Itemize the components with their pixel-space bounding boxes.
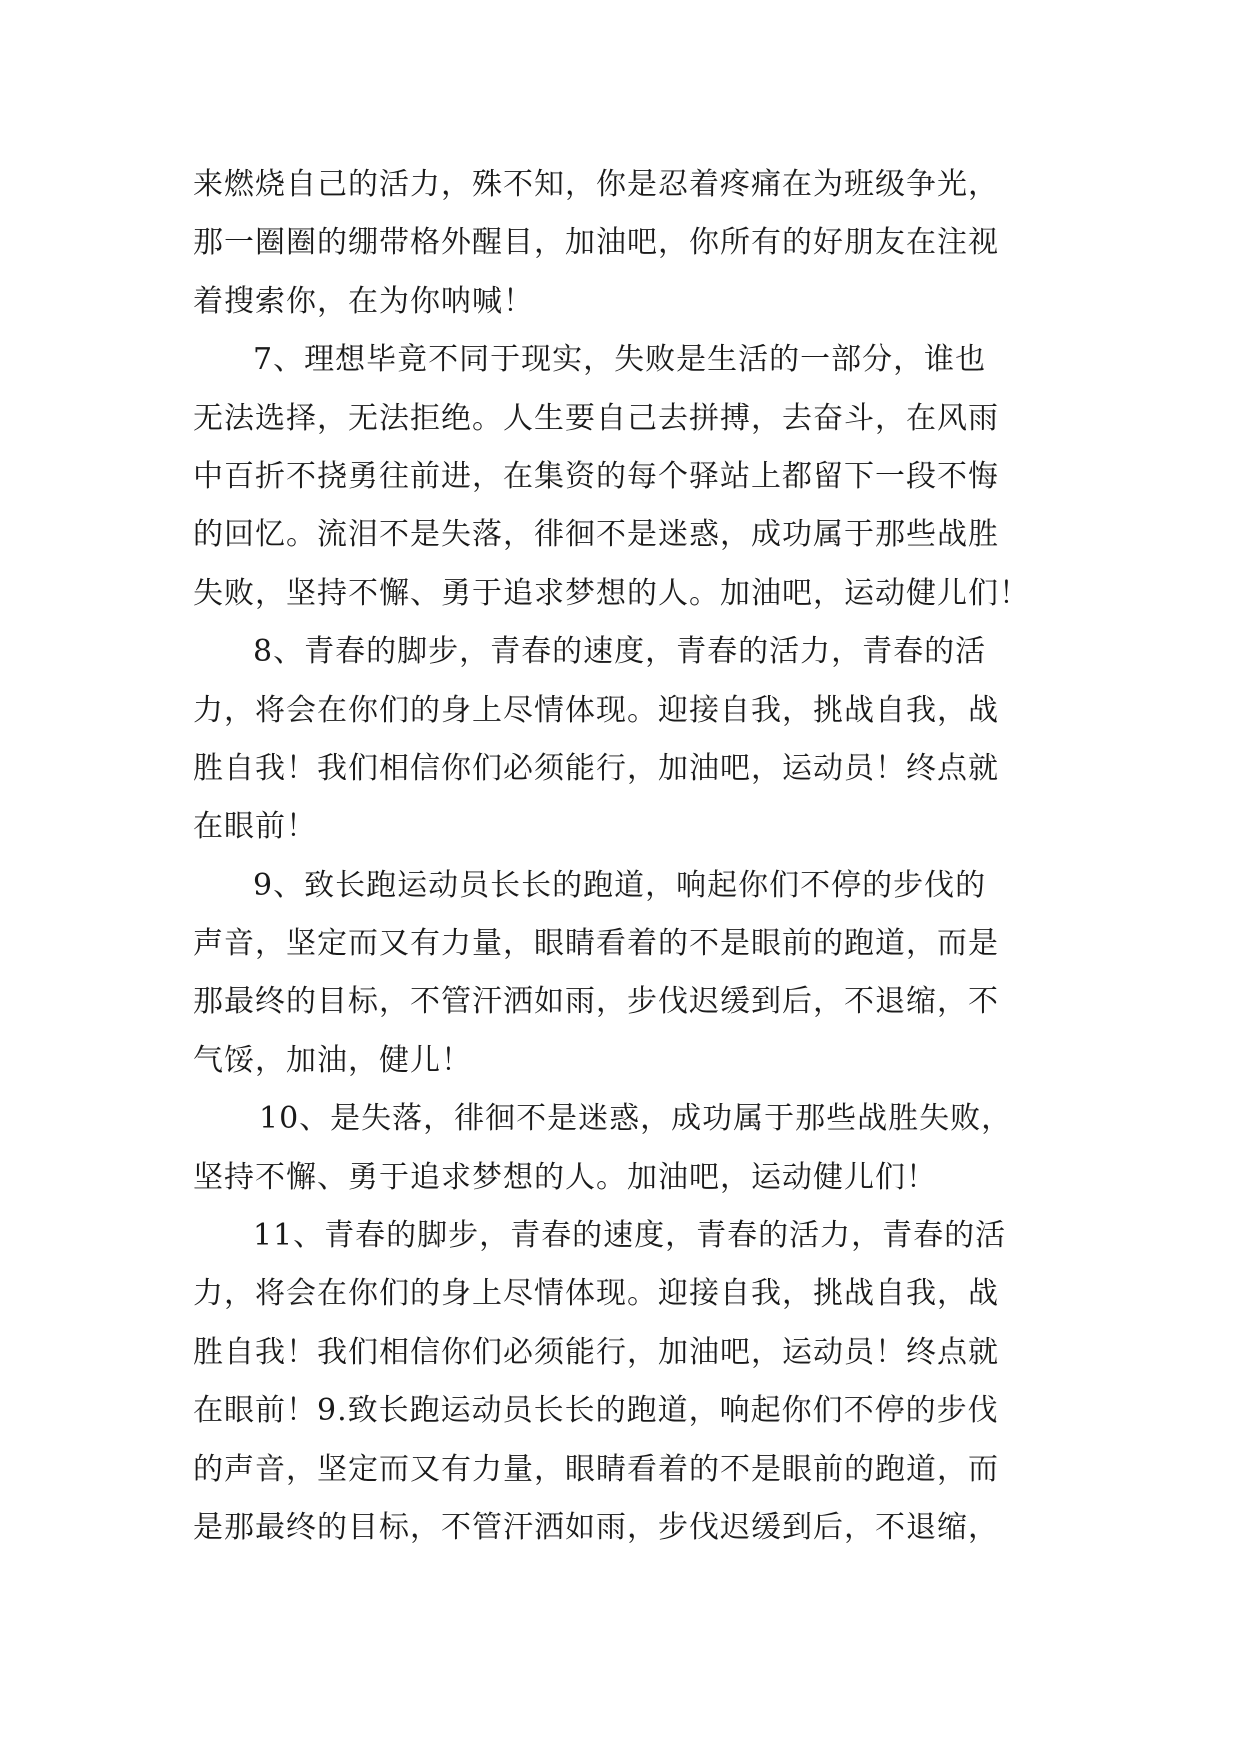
text-line: 9、致长跑运动员长长的跑道，响起你们不停的步伐的 — [253, 867, 987, 903]
text-line: 着搜索你，在为你呐喊！ — [193, 283, 534, 319]
document-body — [193, 156, 1073, 1557]
text-line: 胜自我！我们相信你们必须能行，加油吧，运动员！终点就 — [193, 1334, 999, 1370]
text-line: 中百折不挠勇往前进，在集资的每个驿站上都留下一段不悔 — [193, 458, 999, 494]
text-line: 无法选择，无法拒绝。人生要自己去拼搏，去奋斗，在风雨 — [193, 400, 999, 436]
text-line: 在眼前！9.致长跑运动员长长的跑道，响起你们不停的步伐 — [193, 1393, 999, 1429]
text-line: 力，将会在你们的身上尽情体现。迎接自我，挑战自我，战 — [193, 692, 999, 728]
text-line: 失败，坚持不懈、勇于追求梦想的人。加油吧，运动健儿们！ — [193, 575, 1030, 611]
text-line: 在眼前！ — [193, 809, 317, 845]
text-line: 的回忆。流泪不是失落，徘徊不是迷惑，成功属于那些战胜 — [193, 517, 999, 553]
text-line: 那一圈圈的绷带格外醒目，加油吧，你所有的好朋友在注视 — [193, 225, 999, 261]
text-line: 坚持不懈、勇于追求梦想的人。加油吧，运动健儿们！ — [193, 1159, 937, 1195]
text-line: 来燃烧自己的活力，殊不知，你是忍着疼痛在为班级争光， — [193, 167, 999, 202]
text-line: 的声音，坚定而又有力量，眼睛看着的不是眼前的跑道，而 — [193, 1451, 999, 1487]
text-line: 力，将会在你们的身上尽情体现。迎接自我，挑战自我，战 — [193, 1276, 999, 1312]
text-line: 是那最终的目标，不管汗洒如雨，步伐迟缓到后，不退缩， — [193, 1509, 999, 1545]
text-line: 11、青春的脚步，青春的速度，青春的活力，青春的活 — [253, 1218, 1007, 1254]
text-line: 8、青春的脚步，青春的速度，青春的活力，青春的活 — [253, 634, 987, 670]
text-line: 声音，坚定而又有力量，眼睛看着的不是眼前的跑道，而是 — [193, 926, 999, 962]
text-line: 10、是失落，徘徊不是迷惑，成功属于那些战胜失败， — [259, 1101, 1013, 1137]
text-line: 气馁，加油，健儿！ — [193, 1042, 472, 1078]
text-line: 7、理想毕竟不同于现实，失败是生活的一部分，谁也 — [253, 342, 987, 378]
text-line: 胜自我！我们相信你们必须能行，加油吧，运动员！终点就 — [193, 750, 999, 786]
text-line: 那最终的目标，不管汗洒如雨，步伐迟缓到后，不退缩，不 — [193, 984, 999, 1020]
